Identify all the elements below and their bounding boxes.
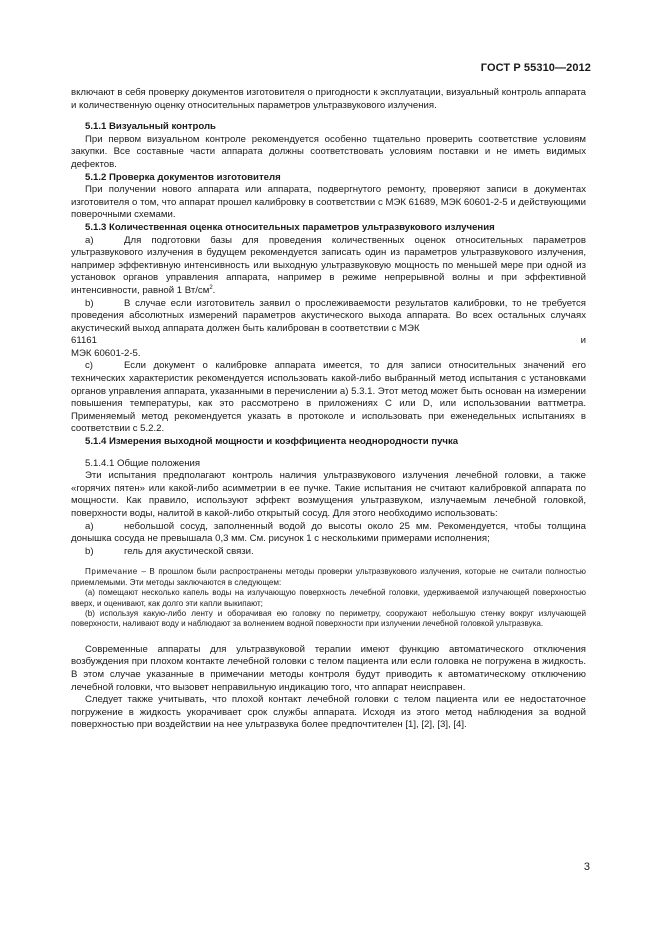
split-left: 61161: [71, 335, 97, 347]
note-text: – В прошлом были распространены методы проверки ультразвукового излучения, которые не считали полностью приемлемыми. Эти методы заключаются в следующем:: [71, 567, 586, 587]
note-block: [71, 567, 586, 629]
split-right: и: [580, 335, 586, 347]
note-item-b: (b) используя какую-либо ленту и оборачивая ею головку по периметру, сооружают небольшую стенку вокруг излучающей поверхности, наливают воду и наблюдают за волнением водной поверхности при излучении лечебной головкой ультразвука.: [71, 609, 586, 629]
paragraph-5-1-1: При первом визуальном контроле рекомендуется особенно тщательно проверить соответствие условиям закупки. Все составные части аппарата должны соответствовать условиям поставки и не иметь видимых дефектов.: [71, 133, 586, 170]
heading-5-1-2: 5.1.2 Проверка документов изготовителя: [85, 171, 281, 183]
item-text: Если документ о калибровке аппарата имеется, то для записи относительных значений его технических характеристик рекомендуется использовать какой-либо выбранный метод испытания с установками органов управления аппарата, указанными в перечислении а) 5.3.1. Этот метод может быть основан на измерении повышения температуры, как это рассмотрено в приложениях С или D, или использовании ваттметра. Применяемый метод рекомендуется указать в протоколе и использовать при еженедельных испытаниях в соответствии с 5.2.2.: [71, 360, 586, 435]
item-5-1-4-a: [71, 521, 586, 546]
heading-5-1-4-1: 5.1.4.1 Общие положения: [85, 457, 201, 469]
page-content: [71, 87, 586, 732]
intro-paragraph: включают в себя проверку документов изготовителя о пригодности к эксплуатации, визуальный контроль аппарата и количественную оценку относительных параметров ультразвукового излучения.: [71, 87, 586, 111]
item-5-1-3-b-split-line: [71, 335, 586, 348]
paragraph-final: Следует также учитывать, что плохой контакт лечебной головки с телом пациента или ее недостаточное погружение в жидкость укорачивает срок службы аппарата. Исходя из этого метод наблюдения за водной поверхностью при воздействии на нее ультразвука более предпочтителен [1], [2], [3], [4].: [71, 694, 586, 731]
item-text: небольшой сосуд, заполненный водой до высоты около 25 мм. Рекомендуется, чтобы толщина донышка сосуда не превышала 0,3 мм. См. рисунок 1 с несколькими примерами исполнения;: [71, 520, 586, 545]
superscript: 2: [209, 284, 213, 291]
paragraph-5-1-2: При получении нового аппарата или аппарата, подвергнутого ремонту, проверяют записи в документах изготовителя о том, что аппарат прошел калибровку в соответствии с МЭК 61689, МЭК 60601-2-5 и действующими поверочными схемами.: [71, 184, 586, 221]
item-label: a): [85, 234, 94, 246]
item-label: c): [85, 360, 93, 372]
item-label: b): [85, 297, 94, 309]
item-5-1-3-a: [71, 235, 586, 298]
item-text: гель для акустической связи.: [124, 545, 254, 557]
item-text: Для подготовки базы для проведения количественных оценок относительных параметров ультразвукового излучения в будущем рекомендуется записать один из параметров ультразвукового излучения, например эффективную интенсивность или выходную ультразвуковую мощность по меньшей мере при одной из установок органов управления аппарата, например в режиме непрерывной волны и при эффективной интенсивности, равной 1 Вт/см: [71, 234, 586, 296]
page-number: 3: [583, 861, 590, 873]
item-5-1-3-b: [71, 298, 586, 336]
heading-5-1-1: 5.1.1 Визуальный контроль: [85, 121, 216, 133]
heading-5-1-3: 5.1.3 Количественная оценка относительных параметров ультразвукового излучения: [85, 221, 495, 233]
item-label: a): [85, 520, 94, 532]
note-item-a: (a) помещают несколько капель воды на излучающую поверхность лечебной головки, удерживаемой излучающей поверхностью вверх, и оценивают, как долго эти капли выкипают;: [71, 588, 586, 608]
item-label: b): [85, 545, 94, 557]
note-intro: [71, 567, 586, 588]
item-5-1-3-b-end: МЭК 60601-2-5.: [71, 347, 141, 359]
item-5-1-4-b: [71, 546, 586, 559]
item-end: .: [212, 284, 216, 296]
note-label: Примечание: [85, 567, 138, 577]
document-id: ГОСТ Р 55310—2012: [480, 62, 591, 74]
paragraph-5-1-4-1: Эти испытания предполагают контроль наличия ультразвукового излучения лечебной головки, а также «горячих пятен» или какой-либо асимметрии в ее пучке. Такие испытания не считают калибровкой аппарата по мощности. Как правило, используют эффект возмущения ультразвуком, излучаемым лечебной головкой, поверхности воды, налитой в какой-либо открытый сосуд. Для этого необходимо использовать:: [71, 470, 586, 519]
heading-5-1-4: 5.1.4 Измерения выходной мощности и коэффициента неоднородности пучка: [85, 436, 459, 448]
item-text: В случае если изготовитель заявил о прослеживаемости результатов калибровки, то не требуется проведения абсолютных измерений параметров акустического выхода аппарата. Во всех остальных случаях акустический выход аппарата должен быть калиброван в соответствии с МЭК: [71, 297, 586, 334]
item-5-1-3-c: [71, 360, 586, 436]
paragraph-modern-devices: Современные аппараты для ультразвуковой терапии имеют функцию автоматического отключения возбуждения при плохом контакте лечебной головки с телом пациента или если головка не погружена в жидкость. В этом случае указанные в примечании методы контроля будут приводить к автоматическому отключению лечебной головки, что вызовет неправильную индикацию того, что аппарат неисправен.: [71, 643, 586, 693]
